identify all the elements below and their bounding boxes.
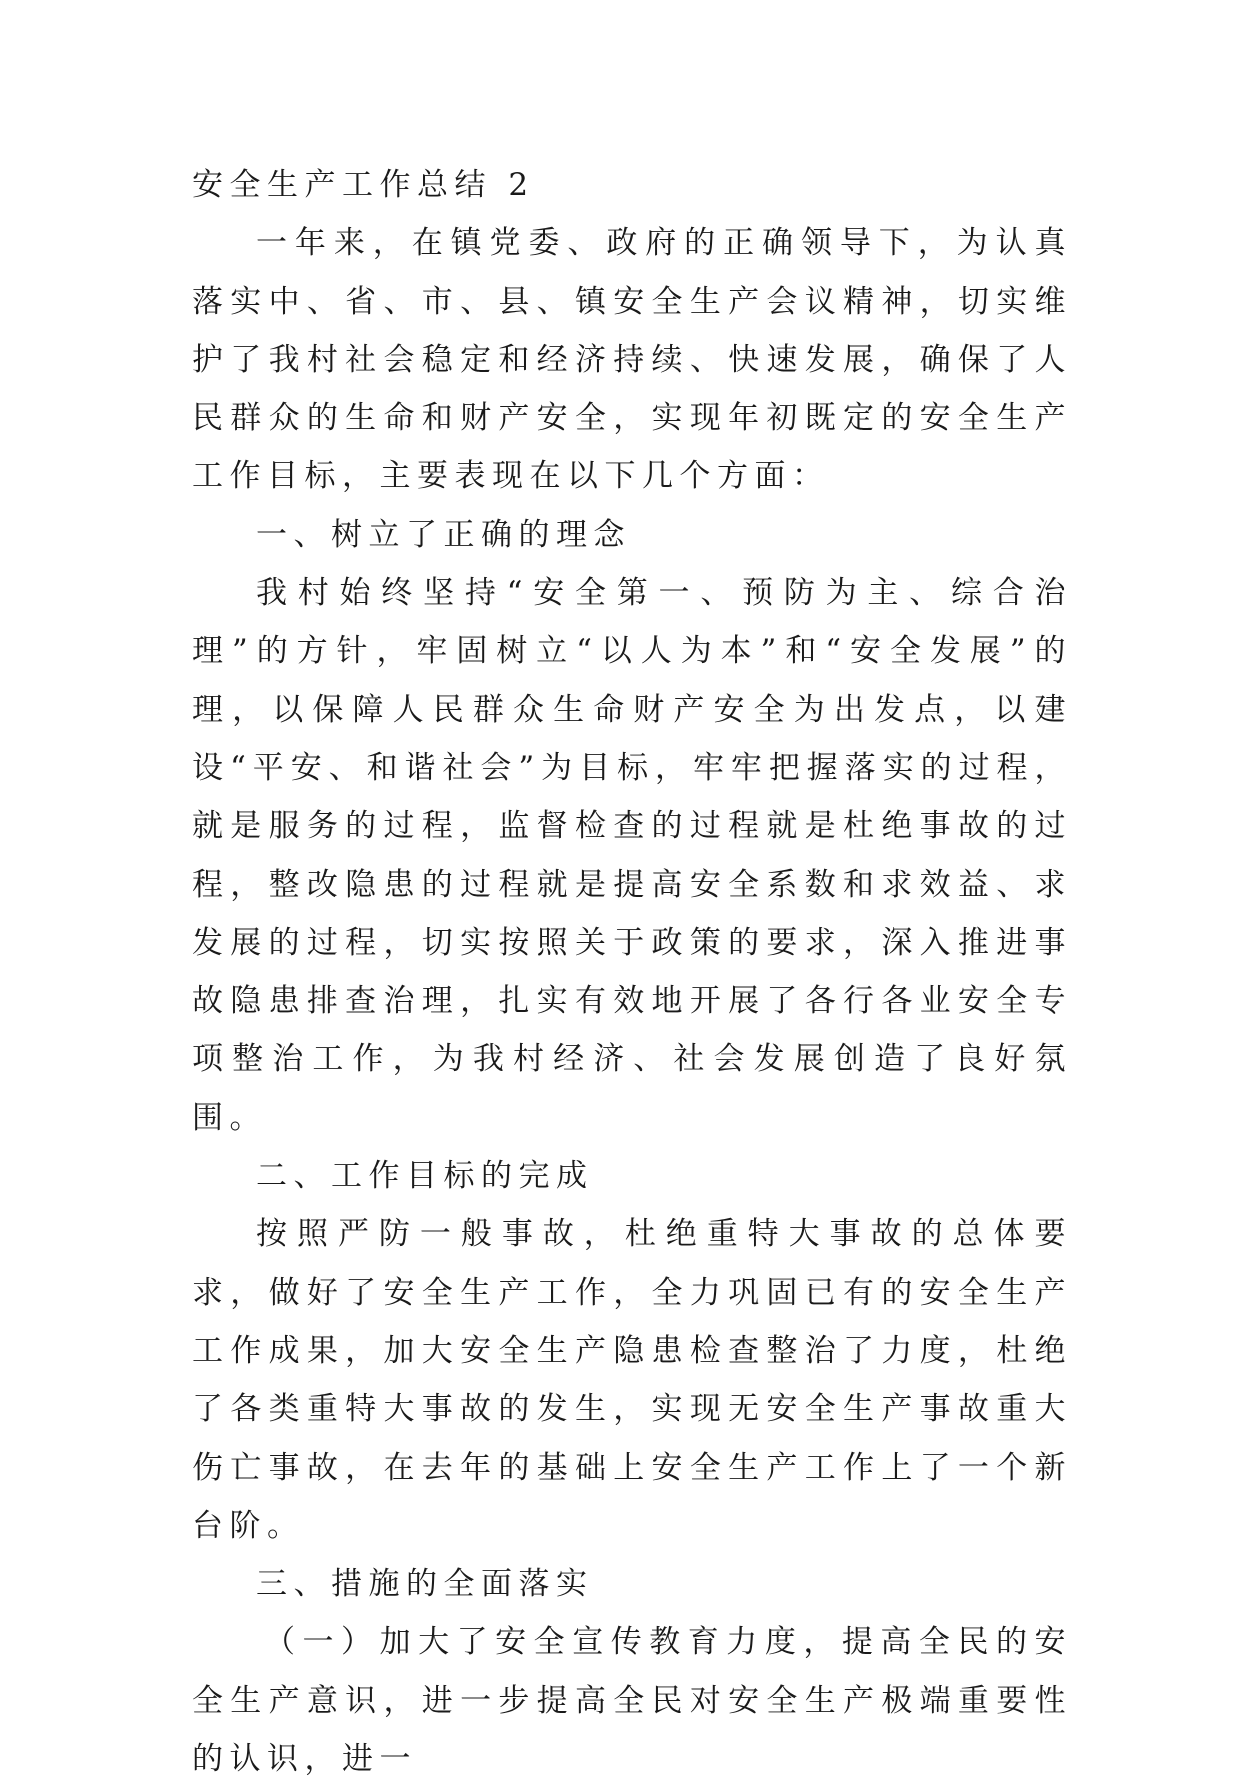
document-body [192,156,1072,1788]
section-heading-1: 一、树立了正确的理念 [256,516,631,553]
section-body-2: 按照严防一般事故，杜绝重特大事故的总体要求，做好了安全生产工作，全力巩固已有的安全生产工作成果，加大安全生产隐患检查整治了力度，杜绝了各类重特大事故的发生，实现无安全生产事故重大伤亡事故，在去年的基础上安全生产工作上了一个新台阶。 [192,1216,1072,1544]
intro-paragraph: 一年来，在镇党委、政府的正确领导下，为认真落实中、省、市、县、镇安全生产会议精神，切实维护了我村社会稳定和经济持续、快速发展，确保了人民群众的生命和财产安全，实现年初既定的安全生产工作目标，主要表现在以下几个方面： [192,225,1072,495]
section-heading-3: 三、措施的全面落实 [256,1566,594,1603]
section-body-1: 我村始终坚持“安全第一、预防为主、综合治理”的方针，牢固树立“以人为本”和“安全发展”的理，以保障人民群众生命财产安全为出发点，以建设“平安、和谐社会”为目标，牢牢把握落实的过程，就是服务的过程，监督检查的过程就是杜绝事故的过程，整改隐患的过程就是提高安全系数和求效益、求发展的过程，切实按照关于政策的要求，深入推进事故隐患排查治理，扎实有效地开展了各行各业安全专项整治工作，为我村经济、社会发展创造了良好氛围。 [192,575,1072,1136]
document-title: 安全生产工作总结 2 [192,167,535,203]
section-body-3: （一）加大了安全宣传教育力度，提高全民的安全生产意识，进一步提高全民对安全生产极端重要性的认识，进一 [192,1624,1072,1778]
section-heading-2: 二、工作目标的完成 [256,1158,594,1195]
